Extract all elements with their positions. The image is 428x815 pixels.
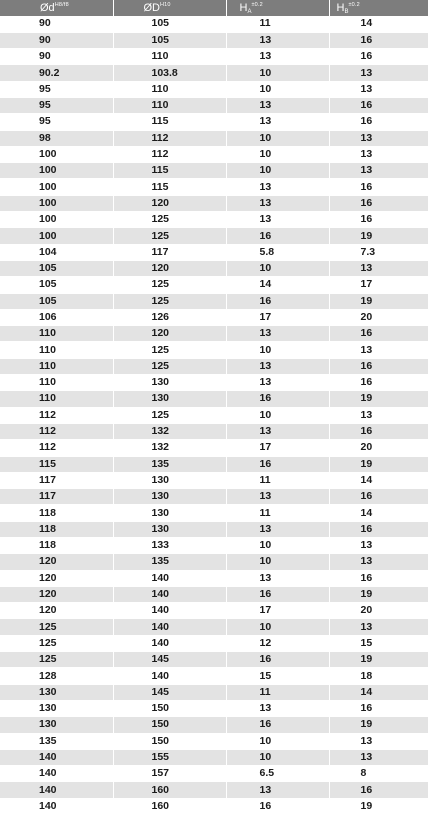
header-inner-diameter: $Ød^{H8/f8}$: [0, 0, 113, 16]
cell-outer-diameter: 110: [113, 49, 226, 65]
cell-height-b: 19: [329, 586, 428, 602]
cell-height-b: 13: [329, 554, 428, 570]
cell-height-a: 13: [226, 489, 329, 505]
table-row: [0, 652, 428, 668]
cell-inner-diameter: 125: [0, 635, 113, 651]
cell-height-b: 13: [329, 130, 428, 146]
cell-outer-diameter: 155: [113, 749, 226, 765]
cell-inner-diameter: 105: [0, 293, 113, 309]
cell-height-b: 19: [329, 293, 428, 309]
cell-outer-diameter: 105: [113, 32, 226, 48]
cell-height-a: 10: [226, 619, 329, 635]
table-row: [0, 179, 428, 195]
cell-outer-diameter: 125: [113, 293, 226, 309]
cell-height-b: 8: [329, 766, 428, 782]
cell-height-a: 17: [226, 309, 329, 325]
cell-height-a: 10: [226, 260, 329, 276]
cell-outer-diameter: 130: [113, 521, 226, 537]
cell-inner-diameter: 95: [0, 114, 113, 130]
cell-height-b: 13: [329, 146, 428, 162]
cell-inner-diameter: 118: [0, 521, 113, 537]
cell-outer-diameter: 140: [113, 570, 226, 586]
cell-outer-diameter: 103.8: [113, 65, 226, 81]
cell-inner-diameter: 100: [0, 146, 113, 162]
cell-inner-diameter: 90: [0, 49, 113, 65]
cell-inner-diameter: 130: [0, 700, 113, 716]
cell-inner-diameter: 120: [0, 570, 113, 586]
header-height-a: $H_A^{\pm 0.2}$: [226, 0, 329, 16]
table-row: [0, 195, 428, 211]
cell-height-a: 16: [226, 586, 329, 602]
cell-outer-diameter: 132: [113, 440, 226, 456]
cell-outer-diameter: 130: [113, 472, 226, 488]
table-row: [0, 32, 428, 48]
cell-height-b: 19: [329, 652, 428, 668]
cell-outer-diameter: 157: [113, 766, 226, 782]
cell-height-b: 13: [329, 749, 428, 765]
cell-height-b: 16: [329, 114, 428, 130]
cell-outer-diameter: 150: [113, 717, 226, 733]
cell-height-b: 14: [329, 684, 428, 700]
cell-outer-diameter: 110: [113, 97, 226, 113]
table-row: [0, 700, 428, 716]
table-header: [0, 0, 428, 16]
cell-height-a: 13: [226, 97, 329, 113]
table-row: [0, 342, 428, 358]
cell-outer-diameter: 120: [113, 195, 226, 211]
table-row: [0, 586, 428, 602]
table-row: [0, 212, 428, 228]
cell-height-b: 20: [329, 309, 428, 325]
cell-height-a: 16: [226, 293, 329, 309]
table-row: [0, 423, 428, 439]
cell-outer-diameter: 112: [113, 130, 226, 146]
cell-height-a: 16: [226, 717, 329, 733]
cell-outer-diameter: 115: [113, 163, 226, 179]
cell-height-a: 13: [226, 114, 329, 130]
table-row: [0, 130, 428, 146]
cell-inner-diameter: 104: [0, 244, 113, 260]
table-row: [0, 146, 428, 162]
cell-outer-diameter: 160: [113, 798, 226, 814]
table-row: [0, 668, 428, 684]
table-row: [0, 782, 428, 798]
cell-height-a: 13: [226, 782, 329, 798]
cell-height-a: 10: [226, 733, 329, 749]
cell-height-b: 14: [329, 472, 428, 488]
cell-inner-diameter: 112: [0, 423, 113, 439]
cell-height-b: 19: [329, 456, 428, 472]
table-row: [0, 309, 428, 325]
cell-height-b: 14: [329, 505, 428, 521]
cell-height-b: 13: [329, 65, 428, 81]
cell-height-a: 13: [226, 700, 329, 716]
cell-inner-diameter: 120: [0, 603, 113, 619]
cell-outer-diameter: 140: [113, 586, 226, 602]
cell-outer-diameter: 125: [113, 358, 226, 374]
cell-inner-diameter: 95: [0, 97, 113, 113]
cell-height-b: 14: [329, 16, 428, 32]
cell-outer-diameter: 112: [113, 146, 226, 162]
cell-height-a: 13: [226, 179, 329, 195]
cell-height-b: 16: [329, 49, 428, 65]
header-row: [0, 0, 428, 16]
cell-height-b: 16: [329, 195, 428, 211]
cell-height-a: 16: [226, 456, 329, 472]
cell-height-a: 10: [226, 65, 329, 81]
cell-outer-diameter: 135: [113, 456, 226, 472]
cell-inner-diameter: 110: [0, 326, 113, 342]
cell-height-a: 10: [226, 554, 329, 570]
cell-inner-diameter: 130: [0, 717, 113, 733]
table-row: [0, 65, 428, 81]
cell-height-a: 10: [226, 407, 329, 423]
cell-inner-diameter: 100: [0, 163, 113, 179]
cell-inner-diameter: 117: [0, 489, 113, 505]
cell-height-b: 13: [329, 407, 428, 423]
cell-inner-diameter: 105: [0, 277, 113, 293]
cell-outer-diameter: 133: [113, 538, 226, 554]
cell-outer-diameter: 125: [113, 342, 226, 358]
cell-inner-diameter: 110: [0, 342, 113, 358]
cell-height-b: 13: [329, 733, 428, 749]
cell-height-b: 7.3: [329, 244, 428, 260]
cell-outer-diameter: 140: [113, 619, 226, 635]
cell-height-a: 12: [226, 635, 329, 651]
cell-outer-diameter: 115: [113, 179, 226, 195]
cell-inner-diameter: 125: [0, 652, 113, 668]
cell-inner-diameter: 112: [0, 440, 113, 456]
cell-outer-diameter: 160: [113, 782, 226, 798]
cell-height-b: 17: [329, 277, 428, 293]
table-row: [0, 97, 428, 113]
table-row: [0, 798, 428, 814]
cell-height-b: 20: [329, 440, 428, 456]
cell-inner-diameter: 140: [0, 782, 113, 798]
cell-inner-diameter: 106: [0, 309, 113, 325]
cell-inner-diameter: 100: [0, 212, 113, 228]
cell-outer-diameter: 125: [113, 212, 226, 228]
cell-inner-diameter: 112: [0, 407, 113, 423]
cell-outer-diameter: 130: [113, 375, 226, 391]
cell-height-a: 10: [226, 130, 329, 146]
cell-height-a: 13: [226, 375, 329, 391]
cell-height-b: 13: [329, 619, 428, 635]
cell-outer-diameter: 126: [113, 309, 226, 325]
cell-height-b: 16: [329, 489, 428, 505]
table-row: [0, 717, 428, 733]
cell-height-a: 10: [226, 538, 329, 554]
cell-outer-diameter: 120: [113, 326, 226, 342]
cell-outer-diameter: 110: [113, 81, 226, 97]
cell-inner-diameter: 130: [0, 684, 113, 700]
cell-height-a: 15: [226, 668, 329, 684]
cell-inner-diameter: 90.2: [0, 65, 113, 81]
cell-inner-diameter: 98: [0, 130, 113, 146]
cell-outer-diameter: 145: [113, 684, 226, 700]
table-row: [0, 619, 428, 635]
table-row: [0, 635, 428, 651]
cell-inner-diameter: 100: [0, 179, 113, 195]
table-row: [0, 49, 428, 65]
cell-height-a: 10: [226, 342, 329, 358]
cell-height-b: 16: [329, 570, 428, 586]
cell-outer-diameter: 132: [113, 423, 226, 439]
cell-inner-diameter: 90: [0, 32, 113, 48]
table-row: [0, 375, 428, 391]
cell-inner-diameter: 140: [0, 798, 113, 814]
cell-height-b: 13: [329, 342, 428, 358]
table-row: [0, 81, 428, 97]
table-row: [0, 521, 428, 537]
cell-outer-diameter: 115: [113, 114, 226, 130]
cell-height-b: 16: [329, 423, 428, 439]
cell-inner-diameter: 120: [0, 554, 113, 570]
cell-inner-diameter: 128: [0, 668, 113, 684]
cell-inner-diameter: 90: [0, 16, 113, 32]
table-row: [0, 260, 428, 276]
cell-outer-diameter: 140: [113, 603, 226, 619]
table-row: [0, 489, 428, 505]
table-row: [0, 407, 428, 423]
cell-height-a: 16: [226, 652, 329, 668]
cell-outer-diameter: 130: [113, 391, 226, 407]
cell-height-a: 13: [226, 195, 329, 211]
cell-height-a: 16: [226, 798, 329, 814]
cell-height-b: 16: [329, 97, 428, 113]
cell-inner-diameter: 125: [0, 619, 113, 635]
table-row: [0, 293, 428, 309]
table-body: [0, 16, 428, 815]
cell-height-a: 13: [226, 32, 329, 48]
cell-height-b: 16: [329, 358, 428, 374]
cell-outer-diameter: 150: [113, 700, 226, 716]
cell-height-a: 10: [226, 81, 329, 97]
header-outer-diameter: $ØD^{H10}$: [113, 0, 226, 16]
cell-height-a: 11: [226, 684, 329, 700]
cell-height-b: 13: [329, 163, 428, 179]
cell-height-a: 16: [226, 228, 329, 244]
table-row: [0, 766, 428, 782]
header-height-b: $H_B^{\pm 0.2}$: [329, 0, 428, 16]
cell-height-a: 16: [226, 391, 329, 407]
cell-outer-diameter: 117: [113, 244, 226, 260]
cell-height-b: 16: [329, 521, 428, 537]
table-row: [0, 358, 428, 374]
cell-inner-diameter: 140: [0, 749, 113, 765]
table-row: [0, 228, 428, 244]
cell-outer-diameter: 150: [113, 733, 226, 749]
cell-height-b: 18: [329, 668, 428, 684]
cell-height-b: 19: [329, 391, 428, 407]
table-row: [0, 456, 428, 472]
cell-inner-diameter: 140: [0, 766, 113, 782]
cell-height-b: 13: [329, 538, 428, 554]
cell-inner-diameter: 118: [0, 505, 113, 521]
cell-outer-diameter: 125: [113, 277, 226, 293]
cell-height-a: 14: [226, 277, 329, 293]
cell-height-a: 11: [226, 505, 329, 521]
cell-outer-diameter: 130: [113, 489, 226, 505]
table-row: [0, 277, 428, 293]
cell-height-a: 11: [226, 16, 329, 32]
cell-height-b: 13: [329, 81, 428, 97]
table-row: [0, 472, 428, 488]
cell-height-a: 13: [226, 570, 329, 586]
cell-outer-diameter: 140: [113, 635, 226, 651]
cell-outer-diameter: 125: [113, 228, 226, 244]
table-row: [0, 684, 428, 700]
cell-inner-diameter: 118: [0, 538, 113, 554]
cell-height-b: 16: [329, 782, 428, 798]
cell-inner-diameter: 120: [0, 586, 113, 602]
cell-outer-diameter: 125: [113, 407, 226, 423]
cell-outer-diameter: 130: [113, 505, 226, 521]
cell-height-b: 16: [329, 700, 428, 716]
cell-inner-diameter: 135: [0, 733, 113, 749]
cell-height-b: 16: [329, 212, 428, 228]
table-row: [0, 505, 428, 521]
cell-height-b: 16: [329, 375, 428, 391]
cell-height-b: 20: [329, 603, 428, 619]
cell-height-b: 19: [329, 798, 428, 814]
table-row: [0, 733, 428, 749]
cell-height-a: 13: [226, 49, 329, 65]
cell-inner-diameter: 117: [0, 472, 113, 488]
cell-inner-diameter: 100: [0, 195, 113, 211]
cell-height-a: 10: [226, 163, 329, 179]
table-row: [0, 749, 428, 765]
cell-height-b: 19: [329, 717, 428, 733]
cell-height-a: 11: [226, 472, 329, 488]
cell-height-b: 19: [329, 228, 428, 244]
table-row: [0, 538, 428, 554]
table-row: [0, 16, 428, 32]
cell-height-b: 15: [329, 635, 428, 651]
cell-inner-diameter: 100: [0, 228, 113, 244]
cell-inner-diameter: 110: [0, 375, 113, 391]
cell-inner-diameter: 110: [0, 391, 113, 407]
table-row: [0, 603, 428, 619]
cell-outer-diameter: 105: [113, 16, 226, 32]
cell-height-a: 13: [226, 358, 329, 374]
cell-height-a: 13: [226, 423, 329, 439]
cell-outer-diameter: 135: [113, 554, 226, 570]
table-row: [0, 440, 428, 456]
table-row: [0, 554, 428, 570]
cell-height-a: 13: [226, 521, 329, 537]
cell-height-a: 13: [226, 212, 329, 228]
cell-outer-diameter: 140: [113, 668, 226, 684]
cell-height-a: 5.8: [226, 244, 329, 260]
cell-inner-diameter: 115: [0, 456, 113, 472]
table-row: [0, 570, 428, 586]
cell-height-a: 10: [226, 146, 329, 162]
cell-inner-diameter: 105: [0, 260, 113, 276]
cell-height-b: 16: [329, 326, 428, 342]
table-row: [0, 114, 428, 130]
cell-inner-diameter: 95: [0, 81, 113, 97]
table-row: [0, 244, 428, 260]
table-row: [0, 163, 428, 179]
cell-height-a: 17: [226, 440, 329, 456]
table-row: [0, 326, 428, 342]
cell-height-b: 16: [329, 32, 428, 48]
cell-height-b: 13: [329, 260, 428, 276]
cell-height-b: 16: [329, 179, 428, 195]
cell-height-a: 17: [226, 603, 329, 619]
cell-outer-diameter: 120: [113, 260, 226, 276]
cell-height-a: 13: [226, 326, 329, 342]
cell-inner-diameter: 110: [0, 358, 113, 374]
cell-outer-diameter: 145: [113, 652, 226, 668]
cell-height-a: 6.5: [226, 766, 329, 782]
table-row: [0, 391, 428, 407]
cell-height-a: 10: [226, 749, 329, 765]
